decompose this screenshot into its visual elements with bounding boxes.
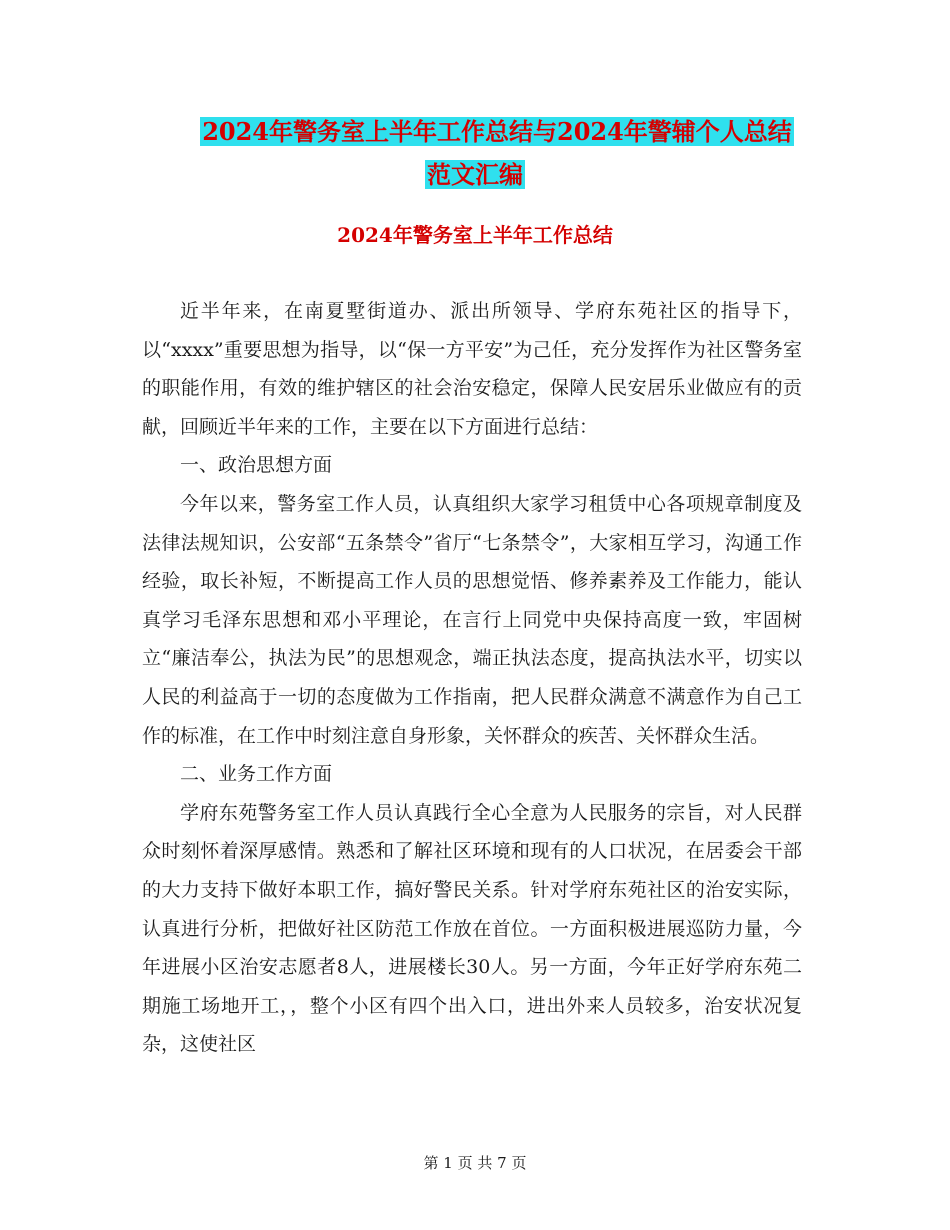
- heading-political: 一、政治思想方面: [180, 454, 333, 477]
- document-title-line1: [22, 115, 950, 149]
- page-footer: 第 1 页 共 7 页: [423, 1154, 527, 1172]
- paragraph-political: 今年以来，警务室工作人员，认真组织大家学习租赁中心各项规章制度及法律法规知识，公安部“五条禁令”省厅“七条禁令”，大家相互学习，沟通工作经验，取长补短，不断提高工作人员的思想觉悟、修养素养及工作能力，能认真学习毛泽东思想和邓小平理论，在言行上同党中央保持高度一致，牢固树立“廉洁奉公，执法为民”的思想观念，端正执法态度，提高执法水平，切实以人民的利益高于一切的态度做为工作指南，把人民群众满意不满意作为自己工作的标准，在工作中时刻注意自身形象，关怀群众的疾苦、关怀群众生活。: [142, 492, 802, 747]
- paragraph-business: 学府东苑警务室工作人员认真践行全心全意为人民服务的宗旨，对人民群众时刻怀着深厚感情。熟悉和了解社区环境和现有的人口状况，在居委会干部的大力支持下做好本职工作，搞好警民关系。针对学府东苑社区的治安实际，认真进行分析，把做好社区防范工作放在首位。一方面积极进展巡防力量，今年进展小区治安志愿者8人，进展楼长30人。另一方面，今年正好学府东苑二期施工场地开工，，整个小区有四个出入口，进出外来人员较多，治安状况复杂，这使社区: [142, 801, 802, 1056]
- document-title-line2: [0, 158, 950, 192]
- section-title: 2024年警务室上半年工作总结: [337, 223, 613, 247]
- paragraph-intro: 近半年来，在南夏墅街道办、派出所领导、学府东苑社区的指导下，以“xxxx”重要思想为指导，以“保一方平安”为己任，充分发挥作为社区警务室的职能作用，有效的维护辖区的社会治安稳定，保障人民安居乐业做应有的贡献，回顾近半年来的工作，主要在以下方面进行总结：: [142, 300, 802, 438]
- heading-business: 二、业务工作方面: [180, 763, 333, 786]
- document-body: [142, 292, 802, 1064]
- title-highlight: 范文汇编: [427, 160, 523, 189]
- title-highlight: 2024年警务室上半年工作总结与2024年警辅个人总结: [202, 117, 792, 146]
